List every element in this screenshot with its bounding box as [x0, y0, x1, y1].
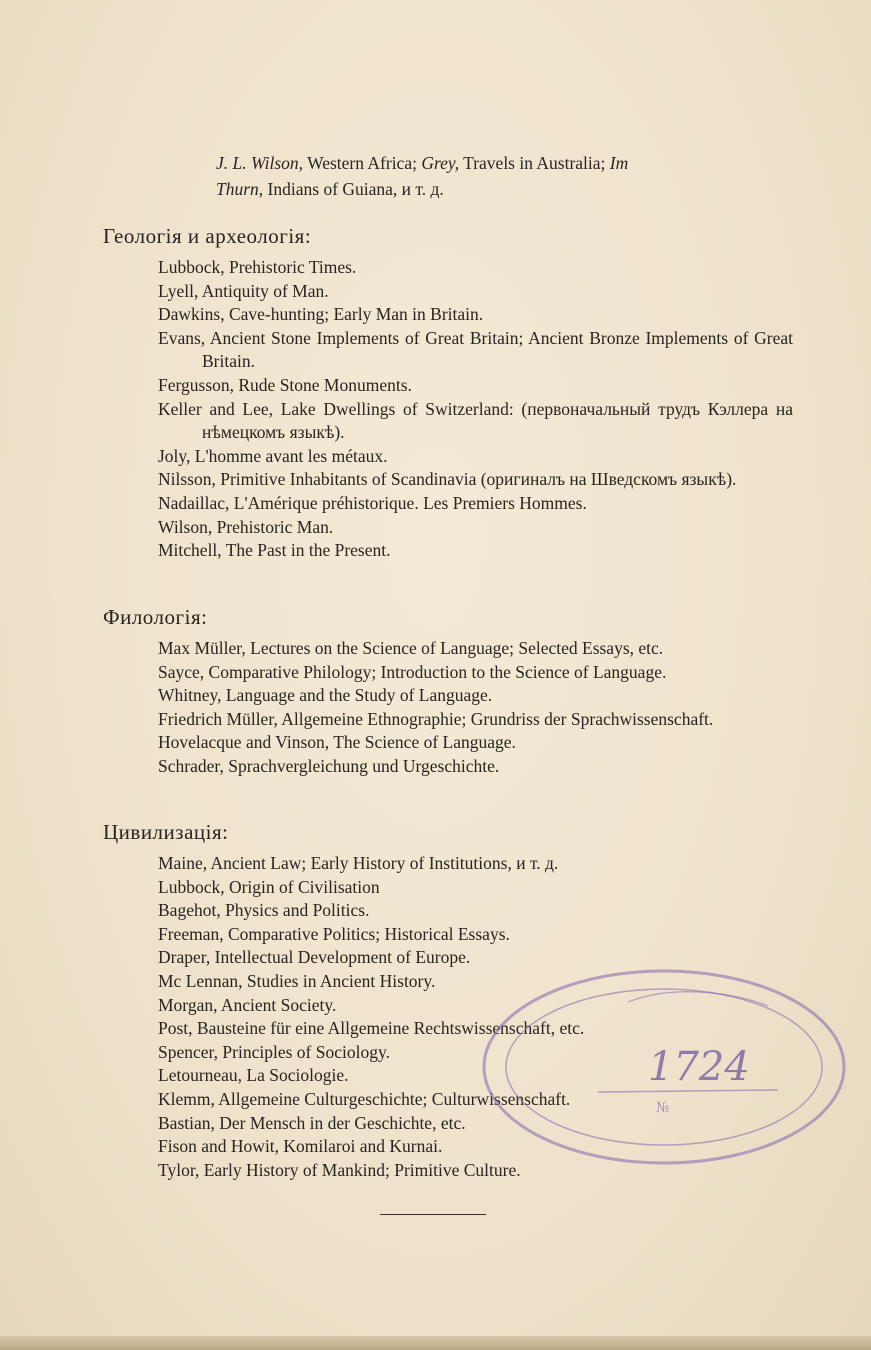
- stamp-number: 1724: [648, 1044, 750, 1090]
- list-item: Keller and Lee, Lake Dwellings of Switzerland: (первоначальный трудъ Кэллера на нѣмецкомъ языкѣ).: [158, 398, 793, 443]
- page-bottom-edge: [0, 1336, 871, 1350]
- intro-work-travels: Travels in Australia;: [459, 153, 610, 173]
- list-item: Dawkins, Cave-hunting; Early Man in Britain.: [158, 304, 484, 325]
- list-item: Fison and Howit, Komilaroi and Kurnai.: [158, 1136, 443, 1157]
- list-item: Max Müller, Lectures on the Science of Language; Selected Essays, etc.: [158, 638, 664, 658]
- list-item: Joly, L'homme avant les métaux.: [158, 445, 388, 466]
- intro-line-2: [158, 176, 798, 202]
- list-item: Klemm, Allgemeine Culturgeschichte; Culturwissenschaft.: [158, 1088, 571, 1109]
- list-item: Bagehot, Physics and Politics.: [158, 900, 370, 921]
- list-item: Sayce, Comparative Philology; Introduction to the Science of Language.: [158, 661, 667, 682]
- list-item: Fergusson, Rude Stone Monuments.: [158, 374, 412, 395]
- list-item: Whitney, Language and the Study of Language.: [158, 685, 493, 706]
- section-philology: [103, 603, 793, 779]
- section-title: Филологія:: [103, 605, 208, 629]
- intro-work-guiana: , Indians of Guiana, и т. д.: [258, 179, 444, 199]
- list-item: Nilsson, Primitive Inhabitants of Scandinavia (оригиналъ на Шведскомъ языкѣ).: [158, 469, 737, 490]
- closing-rule: [380, 1214, 486, 1215]
- intro-author-im: Im: [609, 153, 629, 173]
- intro-author-wilson: J. L. Wilson,: [216, 153, 304, 173]
- list-item: Wilson, Prehistoric Man.: [158, 516, 334, 537]
- list-item: Tylor, Early History of Mankind; Primitive Culture.: [158, 1159, 521, 1180]
- list-item: Bastian, Der Mensch in der Geschichte, etc.: [158, 1112, 466, 1133]
- list-item: Friedrich Müller, Allgemeine Ethnographie; Grundriss der Sprachwissenschaft.: [158, 708, 714, 729]
- list-item: Hovelacque and Vinson, The Science of Language.: [158, 732, 516, 753]
- entry-list: [158, 637, 793, 779]
- list-item: Lyell, Antiquity of Man.: [158, 280, 329, 301]
- entry-list: [158, 256, 793, 563]
- stamp-number-label: №: [656, 1100, 670, 1116]
- list-item: Schrader, Sprachvergleichung und Urgeschichte.: [158, 755, 500, 776]
- intro-paragraph: [158, 150, 798, 202]
- list-item: Letourneau, La Sociologie.: [158, 1065, 349, 1086]
- section-title: Цивилизація:: [103, 820, 229, 844]
- list-item: Draper, Intellectual Development of Europe.: [158, 947, 471, 968]
- intro-work-western-africa: Western Africa;: [303, 153, 422, 173]
- section-title: Геологія и археологія:: [103, 224, 312, 248]
- list-item: Lubbock, Prehistoric Times.: [158, 257, 357, 277]
- intro-line-1: [158, 150, 798, 176]
- library-stamp: [478, 962, 850, 1172]
- list-item: Nadaillac, L'Amérique préhistorique. Les Premiers Hommes.: [158, 492, 587, 513]
- list-item: Mc Lennan, Studies in Ancient History.: [158, 970, 436, 991]
- list-item: Evans, Ancient Stone Implements of Great Britain; Ancient Bronze Implements of Great Britain.: [158, 327, 793, 372]
- intro-author-grey: Grey,: [421, 153, 460, 173]
- list-item: Mitchell, The Past in the Present.: [158, 540, 391, 561]
- list-item: Post, Bausteine für eine Allgemeine Rechtswissenschaft, etc.: [158, 1018, 585, 1039]
- list-item: Morgan, Ancient Society.: [158, 994, 337, 1015]
- intro-author-thurn: Thurn: [216, 179, 259, 199]
- section-geology: [103, 222, 793, 563]
- list-item: Lubbock, Origin of Civilisation: [158, 876, 380, 897]
- list-item: Spencer, Principles of Sociology.: [158, 1041, 390, 1062]
- list-item: Maine, Ancient Law; Early History of Institutions, и т. д.: [158, 853, 559, 873]
- list-item: Freeman, Comparative Politics; Historical Essays.: [158, 923, 510, 944]
